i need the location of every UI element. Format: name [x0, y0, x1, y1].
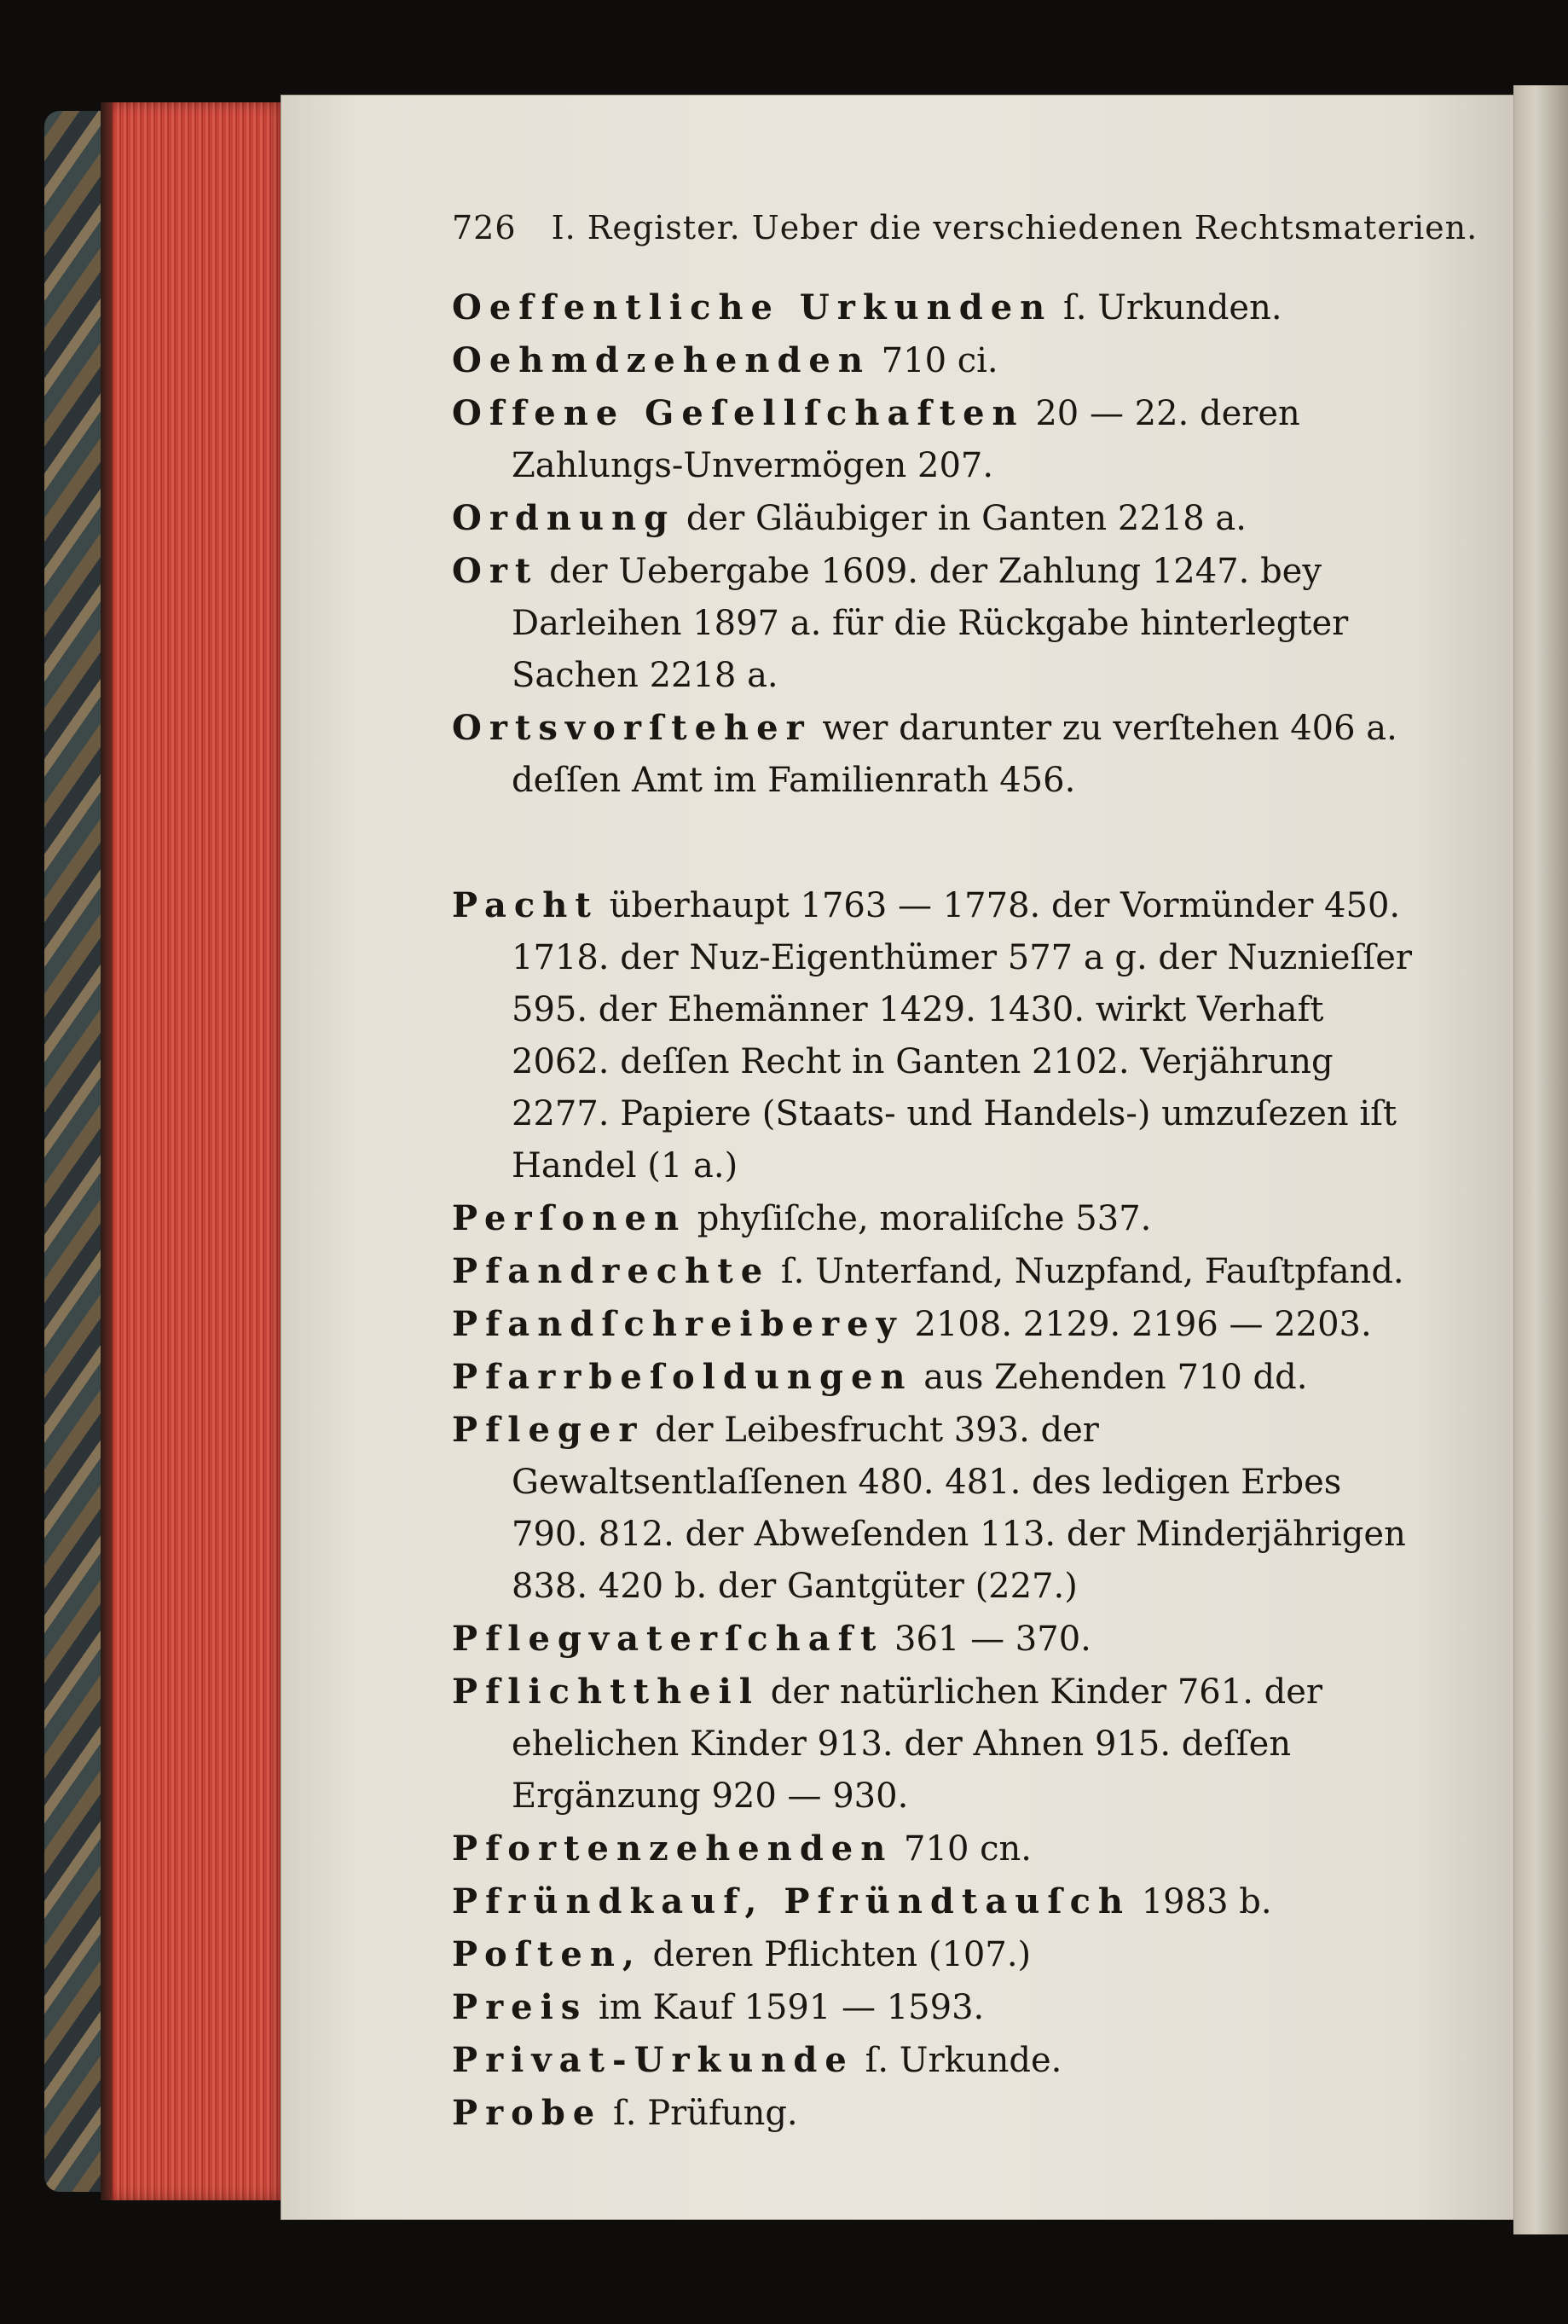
entry-text: ſ. Urkunde.	[865, 2041, 1062, 2080]
entry-text: 1983 b.	[1141, 1882, 1272, 1921]
entry-term: Poſten,	[452, 1934, 642, 1974]
index-entry	[452, 492, 1424, 545]
index-entry	[452, 879, 1424, 1192]
entry-term: Ortsvorſteher	[452, 708, 812, 748]
entry-term: Pfründkauf, Pfründtauſch	[452, 1881, 1131, 1921]
entry-term: Pfandrechte	[452, 1251, 771, 1291]
entry-text: ſ. Prüfung.	[612, 2094, 798, 2133]
entry-text: der natürlichen Kinder 761. der ehelichen Kinder 913. der Ahnen 915. deſſen Ergänzung 920 — 930.	[512, 1672, 1323, 1816]
entry-term: Pfarrbeſoldungen	[452, 1357, 913, 1397]
entry-text: deren Pflichten (107.)	[652, 1935, 1032, 1974]
index-entry	[452, 2034, 1424, 2087]
index-entry	[452, 1823, 1424, 1875]
entry-term: Oehmdzehenden	[452, 340, 871, 380]
entry-term: Ordnung	[452, 498, 676, 538]
entry-text: der Gläubiger in Ganten 2218 a.	[686, 499, 1247, 538]
index-entries	[452, 281, 1424, 2140]
index-entry	[452, 334, 1424, 387]
entry-text: der Uebergabe 1609. der Zahlung 1247. bey Darleihen 1897 a. für die Rückgabe hinterlegter Sachen 2218 a.	[512, 552, 1349, 695]
entry-text: 710 ci.	[881, 341, 998, 380]
index-entry	[452, 1613, 1424, 1666]
index-entry	[452, 387, 1424, 492]
entry-text: im Kauf 1591 — 1593.	[599, 1988, 985, 2027]
running-head	[452, 209, 1478, 246]
entry-text: ſ. Urkunden.	[1062, 288, 1282, 327]
entry-text: 361 — 370.	[894, 1620, 1091, 1659]
page-number: 726	[452, 209, 517, 246]
spine	[101, 102, 113, 2200]
index-entry	[452, 545, 1424, 702]
index-entry	[452, 1351, 1424, 1404]
entry-term: Pflegvaterſchaft	[452, 1619, 884, 1659]
entry-text: 20 — 22. deren Zahlungs-Unvermögen 207.	[512, 394, 1300, 485]
index-entry	[452, 1298, 1424, 1351]
entry-term: Pfandſchreiberey	[452, 1304, 904, 1344]
entry-term: Pfleger	[452, 1410, 645, 1450]
page-edges	[101, 102, 288, 2200]
index-entry	[452, 702, 1424, 807]
entry-term: Pflichttheil	[452, 1672, 760, 1712]
entry-text: phyſiſche, moraliſche 537.	[697, 1199, 1152, 1238]
index-entry	[452, 1875, 1424, 1928]
entry-term: Oeffentliche Urkunden	[452, 287, 1053, 327]
entry-term: Offene Geſellſchaften	[452, 393, 1025, 433]
entry-text: der Leibesfrucht 393. der Gewaltsentlaſſenen 480. 481. des ledigen Erbes 790. 812. der Abweſenden 113. der Minderjährigen 838. 420 b. der Gantgüter (227.)	[512, 1411, 1406, 1606]
entry-text: 710 cn.	[904, 1829, 1032, 1869]
entry-text: 2108. 2129. 2196 — 2203.	[914, 1305, 1372, 1344]
entry-text: aus Zehenden 710 dd.	[923, 1358, 1308, 1397]
entry-term: Pfortenzehenden	[452, 1828, 894, 1869]
next-page-edge	[1513, 85, 1568, 2234]
entry-text: überhaupt 1763 — 1778. der Vormünder 450. 1718. der Nuz-Eigenthümer 577 a g. der Nuznieſſer 595. der Ehemänner 1429. 1430. wirkt Verhaft 2062. deſſen Recht in Ganten 2102. Verjährung 2277. Papiere (Staats- und Handels-) umzuſezen iſt Handel (1 a.)	[512, 886, 1412, 1185]
index-entry	[452, 1192, 1424, 1245]
entry-term: Pacht	[452, 885, 599, 925]
index-entry	[452, 1981, 1424, 2034]
entry-term: Probe	[452, 2093, 603, 2133]
entry-term: Preis	[452, 1987, 588, 2027]
running-title: I. Register. Ueber die verschiedenen Rechtsmaterien.	[551, 209, 1478, 246]
entry-term: Perſonen	[452, 1198, 687, 1238]
index-entry	[452, 1245, 1424, 1298]
index-entry	[452, 2087, 1424, 2140]
entry-text: wer darunter zu verſtehen 406 a. deſſen Amt im Familienrath 456.	[512, 709, 1397, 800]
index-entry	[452, 281, 1424, 334]
entry-term: Ort	[452, 551, 539, 591]
index-entry	[452, 1404, 1424, 1613]
entry-term: Privat-Urkunde	[452, 2040, 854, 2080]
entry-text: ſ. Unterfand, Nuzpfand, Fauſtpfand.	[780, 1252, 1404, 1291]
index-entry	[452, 1666, 1424, 1823]
index-entry	[452, 1928, 1424, 1981]
